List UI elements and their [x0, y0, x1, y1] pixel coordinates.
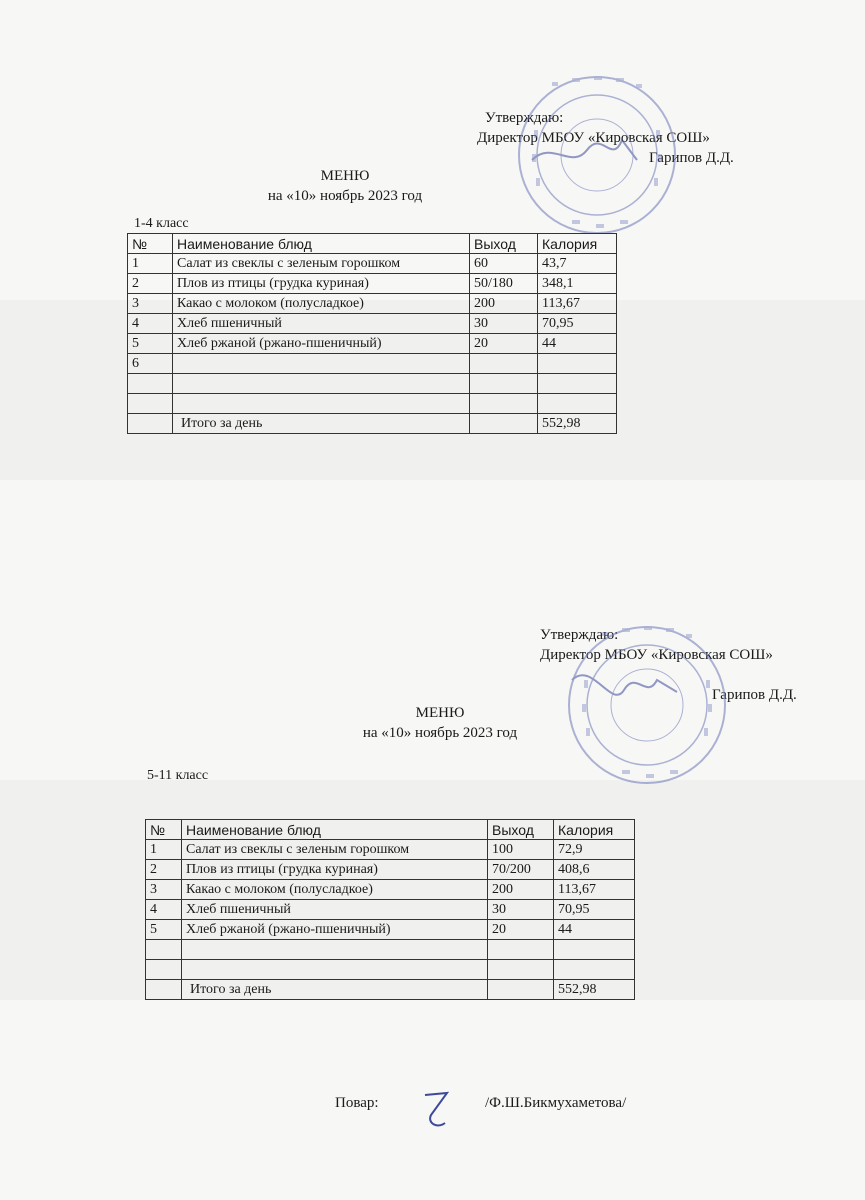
total-value: 552,98: [554, 980, 635, 1000]
table-cell: [488, 960, 554, 980]
table-cell: 1: [146, 840, 182, 860]
approve-word: Утверждаю:: [485, 110, 564, 126]
table-cell: 3: [146, 880, 182, 900]
table-cell: [182, 940, 488, 960]
table-cell: 5: [128, 334, 173, 354]
total-row: [146, 980, 635, 1000]
director-name: Гарипов Д.Д.: [649, 150, 734, 166]
table-row: [128, 294, 617, 314]
total-row: [128, 414, 617, 434]
table-row: [128, 314, 617, 334]
table-cell: Хлеб пшеничный: [173, 314, 470, 334]
table-cell: Плов из птицы (грудка куриная): [173, 274, 470, 294]
menu-title-1: [200, 166, 490, 206]
cook-signature: [417, 1085, 457, 1135]
table-cell: Хлеб ржаной (ржано-пшеничный): [182, 920, 488, 940]
table-cell: [470, 394, 538, 414]
column-header: Выход: [488, 820, 554, 840]
table-cell: 4: [128, 314, 173, 334]
table-cell: 348,1: [538, 274, 617, 294]
table-cell: 50/180: [470, 274, 538, 294]
table-cell: 408,6: [554, 860, 635, 880]
column-header: Калория: [554, 820, 635, 840]
table-cell: 2: [128, 274, 173, 294]
table-cell: [128, 394, 173, 414]
director-name: Гарипов Д.Д.: [712, 687, 797, 703]
table-cell: [146, 980, 182, 1000]
approve-word: Утверждаю:: [540, 627, 619, 643]
column-header: Наименование блюд: [182, 820, 488, 840]
table-cell: [488, 940, 554, 960]
table-cell: [538, 374, 617, 394]
menu-date: на «10» ноябрь 2023 год: [267, 188, 423, 204]
table-cell: 20: [470, 334, 538, 354]
column-header: №: [146, 820, 182, 840]
table-cell: [554, 960, 635, 980]
table-cell: 5: [146, 920, 182, 940]
table-cell: [128, 374, 173, 394]
table-cell: Хлеб пшеничный: [182, 900, 488, 920]
table-cell: [538, 394, 617, 414]
table-cell: [554, 940, 635, 960]
table-header-row: [146, 820, 635, 840]
table-cell: [488, 980, 554, 1000]
table-row: [128, 374, 617, 394]
table-cell: 200: [470, 294, 538, 314]
table-cell: 30: [488, 900, 554, 920]
stamp-seal-1: [512, 70, 682, 240]
table-cell: 20: [488, 920, 554, 940]
table-row: [146, 840, 635, 860]
table-cell: 72,9: [554, 840, 635, 860]
table-cell: [146, 960, 182, 980]
table-row: [146, 860, 635, 880]
table-cell: 6: [128, 354, 173, 374]
table-row: [128, 334, 617, 354]
table-cell: 43,7: [538, 254, 617, 274]
table-row: [128, 254, 617, 274]
table-cell: [173, 354, 470, 374]
table-cell: 2: [146, 860, 182, 880]
column-header: №: [128, 234, 173, 254]
table-cell: 100: [488, 840, 554, 860]
table-cell: [538, 354, 617, 374]
table-cell: 70,95: [538, 314, 617, 334]
table-row: [128, 394, 617, 414]
table-row: [146, 960, 635, 980]
page-title: МЕНЮ: [415, 705, 465, 721]
table-row: [128, 354, 617, 374]
table-cell: 70/200: [488, 860, 554, 880]
class-label-2: 5-11 класс: [147, 768, 209, 783]
total-label: Итого за день: [173, 414, 470, 434]
table-cell: [470, 374, 538, 394]
table-cell: Плов из птицы (грудка куриная): [182, 860, 488, 880]
table-row: [146, 900, 635, 920]
table-cell: [146, 940, 182, 960]
table-cell: 4: [146, 900, 182, 920]
table-cell: 44: [554, 920, 635, 940]
table-cell: Хлеб ржаной (ржано-пшеничный): [173, 334, 470, 354]
total-label: Итого за день: [182, 980, 488, 1000]
table-cell: Какао с молоком (полусладкое): [173, 294, 470, 314]
table-cell: [470, 414, 538, 434]
table-cell: [173, 374, 470, 394]
table-cell: [173, 394, 470, 414]
cook-label: Повар:: [335, 1095, 379, 1111]
table-row: [128, 274, 617, 294]
director-line: Директор МБОУ «Кировская СОШ»: [540, 647, 773, 663]
page-title: МЕНЮ: [320, 168, 370, 184]
table-cell: [128, 414, 173, 434]
table-row: [146, 920, 635, 940]
menu-date: на «10» ноябрь 2023 год: [362, 725, 518, 741]
table-cell: 113,67: [538, 294, 617, 314]
table-row: [146, 940, 635, 960]
menu-table-2: [145, 819, 635, 1000]
stamp-seal-2: [562, 620, 732, 790]
column-header: Выход: [470, 234, 538, 254]
table-cell: 1: [128, 254, 173, 274]
menu-title-2: [295, 703, 585, 743]
table-row: [146, 880, 635, 900]
cook-name: /Ф.Ш.Бикмухаметова/: [485, 1095, 627, 1111]
table-cell: 113,67: [554, 880, 635, 900]
table-cell: 44: [538, 334, 617, 354]
menu-table-1: [127, 233, 617, 434]
table-cell: 30: [470, 314, 538, 334]
table-cell: Какао с молоком (полусладкое): [182, 880, 488, 900]
column-header: Калория: [538, 234, 617, 254]
director-line: Директор МБОУ «Кировская СОШ»: [477, 130, 710, 146]
table-cell: 70,95: [554, 900, 635, 920]
table-cell: 3: [128, 294, 173, 314]
column-header: Наименование блюд: [173, 234, 470, 254]
table-cell: 200: [488, 880, 554, 900]
table-cell: [182, 960, 488, 980]
total-value: 552,98: [538, 414, 617, 434]
class-label-1: 1-4 класс: [134, 216, 189, 231]
table-cell: Салат из свеклы с зеленым горошком: [182, 840, 488, 860]
table-header-row: [128, 234, 617, 254]
table-cell: Салат из свеклы с зеленым горошком: [173, 254, 470, 274]
table-cell: 60: [470, 254, 538, 274]
table-cell: [470, 354, 538, 374]
